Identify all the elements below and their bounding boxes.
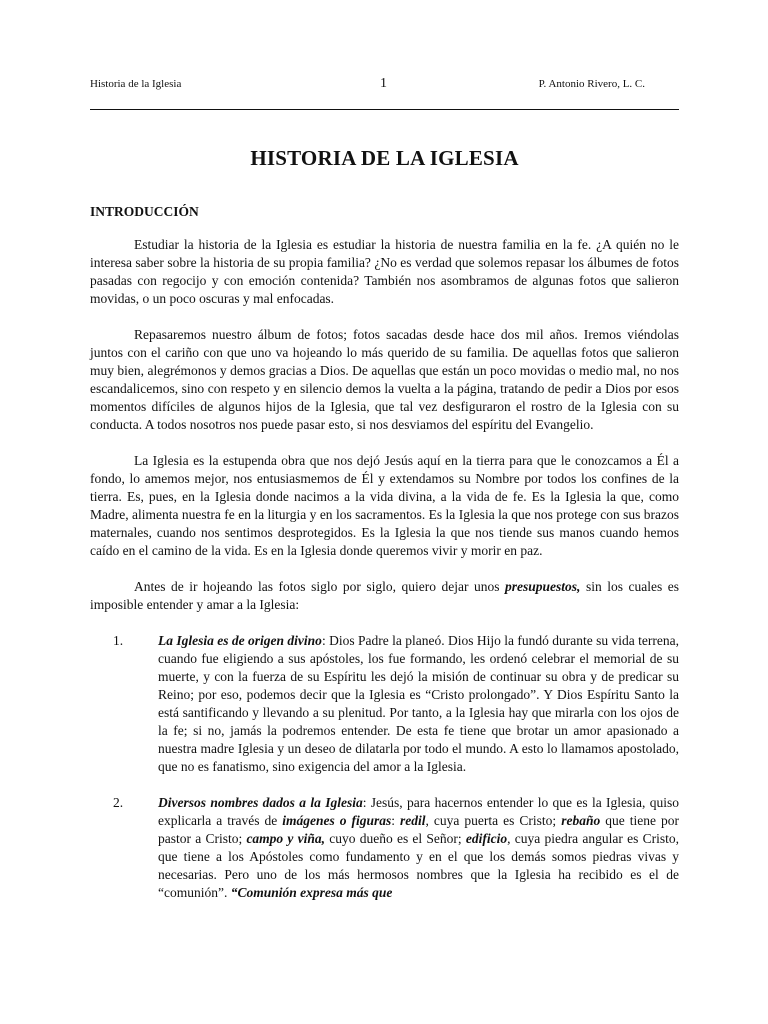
list-item xyxy=(90,794,679,902)
list-item-text: : xyxy=(391,813,401,828)
section-heading: INTRODUCCIÓN xyxy=(90,204,199,219)
list-item-heading: La Iglesia es de origen divino xyxy=(158,633,322,648)
paragraph: Repasaremos nuestro álbum de fotos; fotos sacadas desde hace dos mil años. Iremos viéndolas juntos con el cariño con que uno va hojeando lo más querido de su familia. De aquellas fotos que salieron muy bien, alegrémonos y demos gracias a Dios. De aquellas que están un poco movidas o medio mal, no nos escandalicemos, sino con respeto y en silencio demos la vuelta a la página, tratando de pedir a Dios por esos momentos difíciles de algunos hijos de la Iglesia, que tal vez desfiguraron el rostro de la Iglesia con su conducta. A todos nosotros nos puede pasar esto, si nos desviamos del espíritu del Evangelio. xyxy=(90,327,679,432)
document-body xyxy=(90,236,679,920)
list-item-emphasis: redil xyxy=(400,813,426,828)
list-item-emphasis: campo y viña, xyxy=(246,831,326,846)
paragraph: La Iglesia es la estupenda obra que nos dejó Jesús aquí en la tierra para que le conozcamos a Él a fondo, lo amemos mejor, nos entusiasmemos de Él y extendamos su Nombre por todos los confines de la tierra. Es, pues, en la Iglesia donde nacimos a la vida divina, a la vida de fe. Es la Iglesia la que, como Madre, alimenta nuestra fe en la liturgia y en los sacramentos. Es la Iglesia la que nos protege con sus brazos maternales, cuando nos sentimos desprotegidos. Es la Iglesia la que nos tiende sus manos cuando hemos caído en el camino de la vida. Es en la Iglesia donde queremos vivir y morir en paz. xyxy=(90,453,679,558)
list-item-number: 1. xyxy=(113,633,124,648)
header-author: P. Antonio Rivero, L. C. xyxy=(538,78,645,90)
list-item-text: que tiene por pastor a Cristo; xyxy=(158,813,679,846)
header-document-title: Historia de la Iglesia xyxy=(90,78,182,90)
list-item-text: , cuya piedra angular es Cristo, que tiene a los Apóstoles como fundamento y en el que los demás somos piedras vivas y necesarias. Pero uno de los más hermosos nombres que la Iglesia ha recibido es el de “comunión”. xyxy=(158,831,679,900)
list-item-quote: “Comunión expresa más que xyxy=(230,885,393,900)
intro-emphasis: presupuestos, xyxy=(505,579,581,594)
list-item-emphasis: edificio xyxy=(465,831,508,846)
page-title: HISTORIA DE LA IGLESIA xyxy=(250,146,519,170)
list-item-number: 2. xyxy=(113,795,124,810)
paragraph-intro-list xyxy=(90,578,679,614)
list-item-text: : Dios Padre la planeó. Dios Hijo la fundó durante su vida terrena, cuando fue eligiendo a sus apóstoles, los fue formando, les ordenó celebrar el memorial de su muerte, y con la fuerza de su Espíritu les dejó la misión de continuar su obra y de predicar su Reino; por eso, podemos decir que la Iglesia es “Cristo prolongado”. Y Dios Espíritu Santo la está santificando y llevando a su plenitud. Por tanto, a la Iglesia hay que mirarla con los ojos de la fe; si no, jamás la podremos entender. De esta fe tiene que brotar un amor apasionado a nuestra madre Iglesia y un deseo de dilatarla por todo el mundo. A esto lo llamamos apostolado, que no es fanatismo, sino exigencia del amor a la Iglesia. xyxy=(158,633,679,774)
list-item-text: , cuya puerta es Cristo; xyxy=(425,813,562,828)
list-item-emphasis: rebaño xyxy=(561,813,601,828)
paragraph: Estudiar la historia de la Iglesia es estudiar la historia de nuestra familia en la fe. ¿A quién no le interesa saber sobre la historia de su propia familia? ¿No es verdad que solemos repasar los álbumes de fotos pasadas con regocijo y con emoción contenida? También nos asombramos de algunas fotos que salieron movidas, o un poco oscuras y mal enfocadas. xyxy=(90,237,679,306)
list-item-text: cuyo dueño es el Señor; xyxy=(325,831,466,846)
intro-text: Antes de ir hojeando las fotos siglo por siglo, quiero dejar unos xyxy=(134,579,506,594)
page-header xyxy=(90,76,679,96)
numbered-list xyxy=(90,632,679,902)
intro-text: sin los cuales es imposible entender y amar a la Iglesia: xyxy=(90,579,679,612)
list-item-heading: Diversos nombres dados a la Iglesia xyxy=(158,795,363,810)
list-item-text: : Jesús, para hacernos entender lo que es la Iglesia, quiso explicarla a través de xyxy=(158,795,679,828)
list-item-emphasis: imágenes o figuras xyxy=(282,813,392,828)
header-page-number: 1 xyxy=(380,76,387,91)
header-rule xyxy=(90,109,679,110)
list-item xyxy=(90,632,679,776)
